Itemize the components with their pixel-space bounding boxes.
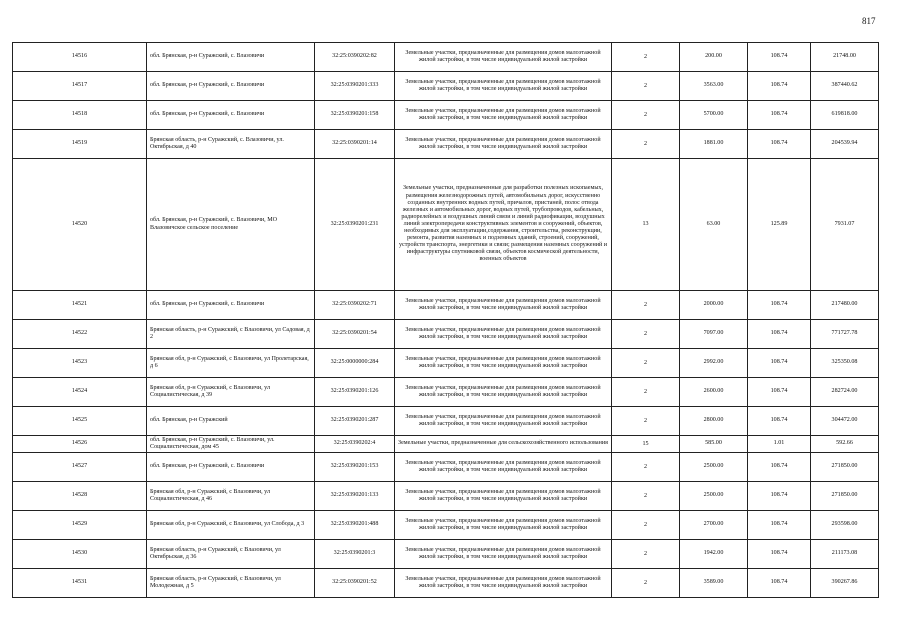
row-id-cell: 14531 bbox=[13, 569, 147, 598]
table-row bbox=[13, 349, 879, 378]
address-cell: обл. Брянская, р-н Суражский, с. Влазовичи bbox=[147, 291, 315, 320]
usage-code-cell: 2 bbox=[612, 511, 680, 540]
cadastral-value-cell: 7931.07 bbox=[811, 159, 879, 291]
usage-code-cell: 2 bbox=[612, 72, 680, 101]
cadastral-value-cell: 271850.00 bbox=[811, 453, 879, 482]
table-row bbox=[13, 407, 879, 436]
cadastral-value-cell: 21748.00 bbox=[811, 43, 879, 72]
page-number: 817 bbox=[862, 16, 876, 26]
usage-code-cell: 2 bbox=[612, 378, 680, 407]
usage-code-cell: 2 bbox=[612, 349, 680, 378]
row-id-cell: 14523 bbox=[13, 349, 147, 378]
cadastral-value-cell: 282724.00 bbox=[811, 378, 879, 407]
area-cell: 200.00 bbox=[680, 43, 748, 72]
table-row bbox=[13, 72, 879, 101]
cadastral-number-cell: 32:25:0390201:153 bbox=[315, 453, 395, 482]
usage-code-cell: 13 bbox=[612, 159, 680, 291]
table-row bbox=[13, 130, 879, 159]
table-row bbox=[13, 540, 879, 569]
land-usage-cell: Земельные участки, предназначенные для размещения домов малоэтажной жилой застройки, в том числе индивидуальной жилой застройки bbox=[395, 511, 612, 540]
row-id-cell: 14519 bbox=[13, 130, 147, 159]
address-cell: обл. Брянская, р-н Суражский, с. Влазовичи, МО Влазовичское сельское поселение bbox=[147, 159, 315, 291]
cadastral-number-cell: 32:25:0390201:54 bbox=[315, 320, 395, 349]
land-usage-cell: Земельные участки, предназначенные для размещения домов малоэтажной жилой застройки, в том числе индивидуальной жилой застройки bbox=[395, 482, 612, 511]
address-cell: Брянская область, р-н Суражский, с Влазовичи, ул Октябрьская, д 36 bbox=[147, 540, 315, 569]
address-cell: Брянская область, р-н Суражский, с Влазовичи, ул Молодежная, д 5 bbox=[147, 569, 315, 598]
rate-cell: 108.74 bbox=[748, 130, 811, 159]
address-cell: Брянская обл, р-н Суражский, с Влазовичи, ул Слобода, д 3 bbox=[147, 511, 315, 540]
usage-code-cell: 2 bbox=[612, 407, 680, 436]
cadastral-number-cell: 32:25:0390202:82 bbox=[315, 43, 395, 72]
cadastral-value-cell: 325350.08 bbox=[811, 349, 879, 378]
row-id-cell: 14522 bbox=[13, 320, 147, 349]
cadastral-value-cell: 771727.78 bbox=[811, 320, 879, 349]
cadastral-number-cell: 32:25:0390201:333 bbox=[315, 72, 395, 101]
cadastral-number-cell: 32:25:0390201:231 bbox=[315, 159, 395, 291]
cadastral-number-cell: 32:25:0390201:3 bbox=[315, 540, 395, 569]
table-row bbox=[13, 101, 879, 130]
rate-cell: 108.74 bbox=[748, 407, 811, 436]
area-cell: 1942.00 bbox=[680, 540, 748, 569]
area-cell: 2800.00 bbox=[680, 407, 748, 436]
cadastral-value-cell: 204539.94 bbox=[811, 130, 879, 159]
cadastral-value-cell: 271850.00 bbox=[811, 482, 879, 511]
address-cell: Брянская область, р-н Суражский, с Влазовичи, ул Садовая, д 2 bbox=[147, 320, 315, 349]
cadastral-number-cell: 32:25:0390201:287 bbox=[315, 407, 395, 436]
cadastral-value-cell: 211173.08 bbox=[811, 540, 879, 569]
row-id-cell: 14525 bbox=[13, 407, 147, 436]
cadastral-number-cell: 32:25:0390201:14 bbox=[315, 130, 395, 159]
cadastral-value-cell: 619818.00 bbox=[811, 101, 879, 130]
area-cell: 1881.00 bbox=[680, 130, 748, 159]
area-cell: 2000.00 bbox=[680, 291, 748, 320]
usage-code-cell: 2 bbox=[612, 453, 680, 482]
cadastral-number-cell: 32:25:0000000:284 bbox=[315, 349, 395, 378]
rate-cell: 1.01 bbox=[748, 436, 811, 453]
area-cell: 63.00 bbox=[680, 159, 748, 291]
land-usage-cell: Земельные участки, предназначенные для размещения домов малоэтажной жилой застройки, в том числе индивидуальной жилой застройки bbox=[395, 453, 612, 482]
row-id-cell: 14524 bbox=[13, 378, 147, 407]
table-row bbox=[13, 436, 879, 453]
land-usage-cell: Земельные участки, предназначенные для сельскохозяйственного использования bbox=[395, 436, 612, 453]
usage-code-cell: 2 bbox=[612, 540, 680, 569]
area-cell: 2600.00 bbox=[680, 378, 748, 407]
table-row bbox=[13, 453, 879, 482]
cadastral-value-cell: 293598.00 bbox=[811, 511, 879, 540]
cadastral-value-cell: 390267.86 bbox=[811, 569, 879, 598]
rate-cell: 108.74 bbox=[748, 72, 811, 101]
cadastral-registry-table bbox=[12, 42, 879, 598]
row-id-cell: 14521 bbox=[13, 291, 147, 320]
cadastral-number-cell: 32:25:0390201:158 bbox=[315, 101, 395, 130]
rate-cell: 108.74 bbox=[748, 349, 811, 378]
cadastral-number-cell: 32:25:0390201:488 bbox=[315, 511, 395, 540]
table-row bbox=[13, 569, 879, 598]
rate-cell: 108.74 bbox=[748, 511, 811, 540]
row-id-cell: 14529 bbox=[13, 511, 147, 540]
usage-code-cell: 15 bbox=[612, 436, 680, 453]
cadastral-value-cell: 304472.00 bbox=[811, 407, 879, 436]
table-row bbox=[13, 43, 879, 72]
address-cell: Брянская обл, р-н Суражский, с Влазовичи, ул Социалистическая, д 46 bbox=[147, 482, 315, 511]
table-row bbox=[13, 378, 879, 407]
cadastral-number-cell: 32:25:0390201:126 bbox=[315, 378, 395, 407]
rate-cell: 108.74 bbox=[748, 291, 811, 320]
usage-code-cell: 2 bbox=[612, 482, 680, 511]
cadastral-number-cell: 32:25:0390201:52 bbox=[315, 569, 395, 598]
area-cell: 2992.00 bbox=[680, 349, 748, 378]
table-row bbox=[13, 482, 879, 511]
land-usage-cell: Земельные участки, предназначенные для размещения домов малоэтажной жилой застройки, в том числе индивидуальной жилой застройки bbox=[395, 320, 612, 349]
table-row bbox=[13, 159, 879, 291]
cadastral-number-cell: 32:25:0390201:133 bbox=[315, 482, 395, 511]
cadastral-value-cell: 217480.00 bbox=[811, 291, 879, 320]
cadastral-value-cell: 387440.62 bbox=[811, 72, 879, 101]
area-cell: 2700.00 bbox=[680, 511, 748, 540]
address-cell: обл. Брянская, р-н Суражский, с. Влазовичи bbox=[147, 72, 315, 101]
rate-cell: 108.74 bbox=[748, 453, 811, 482]
address-cell: обл. Брянская, р-н Суражский, с. Влазовичи, ул. Социалистическая, дом 45 bbox=[147, 436, 315, 453]
rate-cell: 108.74 bbox=[748, 569, 811, 598]
rate-cell: 108.74 bbox=[748, 378, 811, 407]
cadastral-number-cell: 32:25:0390202:4 bbox=[315, 436, 395, 453]
row-id-cell: 14520 bbox=[13, 159, 147, 291]
land-usage-cell: Земельные участки, предназначенные для разработки полезных ископаемых, размещения железнодорожных путей, автомобильных дорог, искусственно созданных внутренних водных путей, причалов, пристаней, полос отвода железных и автомобильных дорог, водных путей, трубопроводов, кабельных, радиорелейных и воздушных линий связи и линий радиофикации, воздушных линий электропередачи конструктивных элементов и сооружений, объектов, необходимых для эксплуатации,содержания, строительства, реконструкции, ремонта, развития наземных и подземных зданий, строений, сооружений, устройств транспорта, энергетики и связи; размещения наземных сооружений и инфраструктуры спутниковой связи, объектов космической деятельности, военных объектов bbox=[395, 159, 612, 291]
row-id-cell: 14518 bbox=[13, 101, 147, 130]
table-row bbox=[13, 511, 879, 540]
rate-cell: 108.74 bbox=[748, 43, 811, 72]
address-cell: обл. Брянская, р-н Суражский, с. Влазовичи bbox=[147, 101, 315, 130]
usage-code-cell: 2 bbox=[612, 130, 680, 159]
land-usage-cell: Земельные участки, предназначенные для размещения домов малоэтажной жилой застройки, в том числе индивидуальной жилой застройки bbox=[395, 407, 612, 436]
rate-cell: 108.74 bbox=[748, 482, 811, 511]
land-usage-cell: Земельные участки, предназначенные для размещения домов малоэтажной жилой застройки, в том числе индивидуальной жилой застройки bbox=[395, 101, 612, 130]
area-cell: 5700.00 bbox=[680, 101, 748, 130]
address-cell: обл. Брянская, р-н Суражский, с. Влазовичи bbox=[147, 453, 315, 482]
address-cell: Брянская область, р-н Суражский, с. Влазовичи, ул. Октябрьская, д 40 bbox=[147, 130, 315, 159]
table-row bbox=[13, 291, 879, 320]
cadastral-number-cell: 32:25:0390202:71 bbox=[315, 291, 395, 320]
area-cell: 7097.00 bbox=[680, 320, 748, 349]
address-cell: обл. Брянская, р-н Суражский bbox=[147, 407, 315, 436]
table-row bbox=[13, 320, 879, 349]
land-usage-cell: Земельные участки, предназначенные для размещения домов малоэтажной жилой застройки, в том числе индивидуальной жилой застройки bbox=[395, 378, 612, 407]
rate-cell: 108.74 bbox=[748, 540, 811, 569]
area-cell: 2500.00 bbox=[680, 482, 748, 511]
row-id-cell: 14528 bbox=[13, 482, 147, 511]
area-cell: 2500.00 bbox=[680, 453, 748, 482]
usage-code-cell: 2 bbox=[612, 320, 680, 349]
land-usage-cell: Земельные участки, предназначенные для размещения домов малоэтажной жилой застройки, в том числе индивидуальной жилой застройки bbox=[395, 540, 612, 569]
cadastral-value-cell: 592.66 bbox=[811, 436, 879, 453]
usage-code-cell: 2 bbox=[612, 291, 680, 320]
row-id-cell: 14527 bbox=[13, 453, 147, 482]
land-usage-cell: Земельные участки, предназначенные для размещения домов малоэтажной жилой застройки, в том числе индивидуальной жилой застройки bbox=[395, 130, 612, 159]
address-cell: Брянская обл, р-н Суражский, с Влазовичи, ул Социалистическая, д 39 bbox=[147, 378, 315, 407]
address-cell: обл. Брянская, р-н Суражский, с. Влазовичи bbox=[147, 43, 315, 72]
area-cell: 3563.00 bbox=[680, 72, 748, 101]
area-cell: 3589.00 bbox=[680, 569, 748, 598]
rate-cell: 125.89 bbox=[748, 159, 811, 291]
rate-cell: 108.74 bbox=[748, 320, 811, 349]
table-body bbox=[13, 43, 879, 598]
row-id-cell: 14517 bbox=[13, 72, 147, 101]
land-usage-cell: Земельные участки, предназначенные для размещения домов малоэтажной жилой застройки, в том числе индивидуальной жилой застройки bbox=[395, 349, 612, 378]
row-id-cell: 14526 bbox=[13, 436, 147, 453]
land-usage-cell: Земельные участки, предназначенные для размещения домов малоэтажной жилой застройки, в том числе индивидуальной жилой застройки bbox=[395, 43, 612, 72]
usage-code-cell: 2 bbox=[612, 43, 680, 72]
land-usage-cell: Земельные участки, предназначенные для размещения домов малоэтажной жилой застройки, в том числе индивидуальной жилой застройки bbox=[395, 569, 612, 598]
usage-code-cell: 2 bbox=[612, 101, 680, 130]
rate-cell: 108.74 bbox=[748, 101, 811, 130]
row-id-cell: 14516 bbox=[13, 43, 147, 72]
address-cell: Брянская обл, р-н Суражский, с Влазовичи, ул Пролетарская, д 6 bbox=[147, 349, 315, 378]
row-id-cell: 14530 bbox=[13, 540, 147, 569]
usage-code-cell: 2 bbox=[612, 569, 680, 598]
land-usage-cell: Земельные участки, предназначенные для размещения домов малоэтажной жилой застройки, в том числе индивидуальной жилой застройки bbox=[395, 291, 612, 320]
land-usage-cell: Земельные участки, предназначенные для размещения домов малоэтажной жилой застройки, в том числе индивидуальной жилой застройки bbox=[395, 72, 612, 101]
area-cell: 585.00 bbox=[680, 436, 748, 453]
